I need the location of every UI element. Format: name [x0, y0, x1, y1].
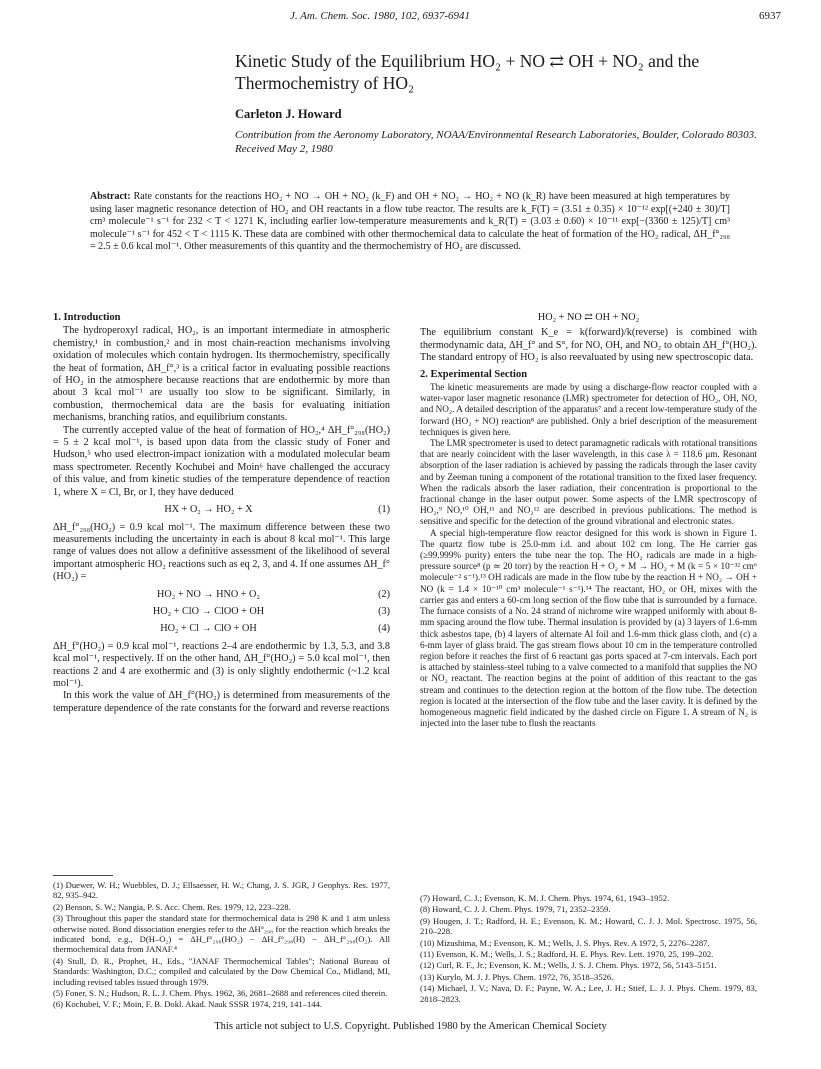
- abstract-text: Rate constants for the reactions HO₂ + NO → OH + NO₂ (k_F) and OH + NO₂ → HO₂ + NO (k_R) have been measured at high temperatures by using laser magnetic resonance detection of HO₂ and OH reactants in a flow tube reactor. The results are k_F(T) = (3.51 ± 0.35) × 10⁻¹² exp[(+240 ± 30)/T] cm³ molecule⁻¹ s⁻¹ for 232 < T < 1271 K, including earlier low-temperature measurements and k_R(T) = (3.03 ± 0.60) × 10⁻¹¹ exp[−(3360 ± 125)/T] cm³ molecule⁻¹ s⁻¹ for 452 < T < 1115 K. These data are combined with other thermochemical data to calculate the heat of formation of the HO₂ radical, ΔH_f°₂₉₈ = 2.5 ± 0.6 kcal mol⁻¹. Other measurements of this quantity and the thermochemistry of HO₂ are discussed.: [90, 191, 730, 253]
- equilibrium-equation: HO₂ + NO ⇄ OH + NO₂: [537, 312, 640, 323]
- page-number: 6937: [759, 10, 781, 22]
- equation-2: [53, 589, 390, 601]
- footnote: (7) Howard, C. J.; Evenson, K. M. J. Chem. Phys. 1974, 61, 1943–1952.: [420, 893, 670, 903]
- footnote-divider: [53, 875, 113, 876]
- copyright-footer: This article not subject to U.S. Copyright. Published 1980 by the American Chemical Society: [214, 1021, 607, 1032]
- running-head: J. Am. Chem. Soc. 1980, 102, 6937-6941: [290, 10, 471, 22]
- footnote: (9) Hougen, J. T.; Radford, H. E.; Evenson, K. M.; Howard, C. J. J. Mol. Spectrosc. 1975, 56, 210–228.: [420, 915, 757, 937]
- footnote: (1) Duewer, W. H.; Wuebbles, D. J.; Ellsaesser, H. W.; Chang, J. S. JGR, J Geophys. Res. 1977, 82, 935–942.: [53, 880, 390, 901]
- footnote: (12) Curl, R. F., Jr.; Evenson, K. M.; Wells, J. S. J. Chem. Phys. 1972, 56, 5143–5151.: [420, 960, 717, 971]
- author-name: Carleton J. Howard: [235, 107, 342, 121]
- footnote: (11) Evenson, K. M.; Wells, J. S.; Radford, H. E. Phys. Rev. Lett. 1970, 25, 199–202.: [420, 949, 714, 960]
- experimental-paragraph-3: A special high-temperature flow reactor designed for this work is shown in Figure 1. The quartz flow tube is 25.0-mm i.d. and about 102 cm long. The He carrier gas (≥99.999% purity) enters the tube near the top. The HO₂ radicals are made in a high-pressure source⁸ (p ≃ 20 torr) by the reaction H + O₂ + M → HO₂ + M (k = 5 × 10⁻³² cm⁶ molecule⁻² s⁻¹).¹³ OH radicals are made in the flow tube by the reaction H + NO₂ → OH + NO (k = 1.4 × 10⁻¹⁰ cm³ molecule⁻¹ s⁻¹).¹⁴ The reactant, HO₂ or OH, mixes with the carrier gas and enters a 60-cm long section of the flow tube that is surrounded by a furnace. The furnace consists of a No. 24 strand of nichrome wire wrapped uniformly with about 8-mm spacing around the flow tube. Thermal insulation is provided by (a) 3 layers of 1.6-mm thick asbestos tape, (b) 4 layers of alternate Al foil and 1.6-mm thick glass cloth, and (c) a 6-mm layer of glass braid. The gas stream flows about 10 cm in the temperature controlled region before it reaches the first of 6 reactant gas ports spaced at 7-cm intervals. Each port is attached by stainless-steel tubing to a valve connected to a manifold that supplies the NO or NO₂ reactant. The reaction begins at the point of addition of this reactant to the gas stream and continues to the detection region at the bottom of the flow tube. The detection region is located at the intersection of the flow tube and the laser cavity. It is defined by the homogeneous magnetic field indicated by the dashed circle on Figure 1. A stream of N₂ is injected into the laser tube to flush the reactants: [420, 527, 757, 729]
- equation-4: [53, 623, 390, 635]
- footnote: (3) Throughout this paper the standard state for thermochemical data is 298 K and 1 atm unless otherwise noted. Bond dissociation energies refer to the ΔH°₂₉₈ for the reaction which breaks the indicated bond, e.g., D(H–O₂) = ΔH_f°₂₉₈(HO₂) − ΔH_f°₂₉₈(H) − ΔH_f°₂₉₈(O₂). All thermochemical data from JANAF.⁴: [53, 913, 390, 955]
- section-heading-experimental: 2. Experimental Section: [420, 368, 528, 380]
- footnote: (10) Mizushima, M.; Evenson, K. M.; Wells, J. S. Phys. Rev. A 1972, 5, 2276–2287.: [420, 937, 710, 948]
- intro-paragraph-1: The hydroperoxyl radical, HO₂, is an important intermediate in atmospheric chemistry,¹ in combustion,² and in most chain-reaction mechanisms involving oxidation of molecules which contain hydrogen. Its thermochemistry, specifically the heat of formation, ΔH_f°,³ is a critical factor in evaluating possible reactions of HO₂ in the atmosphere because reactions that are endothermic by more than about 3 kcal mol⁻¹ are usually too slow to be significant. Similarly, in combustion, thermochemical data are the basis for evaluating initiation mechanisms, branching ratios, and equilibrium constants.: [53, 325, 390, 424]
- equation-2-number: (2): [378, 588, 390, 600]
- footnotes-left: [53, 875, 390, 1011]
- author-affiliation: Contribution from the Aeronomy Laboratory, NOAA/Environmental Research Laboratories, Boulder, Colorado 80303. Received May 2, 1980: [235, 129, 757, 155]
- experimental-paragraph-1: The kinetic measurements are made by using a discharge-flow reactor coupled with a water-vapor laser magnetic resonance (LMR) spectrometer for detection of HO₂, OH, NO, and NO₂. A detailed description of the apparatus⁷ and a recent low-temperature study of the forward (HO₂ + NO) reaction⁸ are published. Only a brief description of the measurement techniques is given here.: [420, 382, 757, 437]
- equation-3: [53, 606, 390, 618]
- equation-3-text: HO₂ + ClO → ClOO + OH: [152, 605, 265, 617]
- equation-1-number: (1): [378, 504, 390, 516]
- section-heading-introduction: 1. Introduction: [53, 312, 121, 323]
- equation-1-text: HX + O₂ → HO₂ + X: [164, 504, 253, 516]
- left-column: [53, 312, 390, 715]
- abstract-label: Abstract:: [90, 191, 131, 202]
- intro-paragraph-5: In this work the value of ΔH_f°(HO₂) is determined from measurements of the temperature dependence of the rate constants for the forward and reverse reactions: [53, 690, 390, 714]
- footnote-list-left: [53, 880, 390, 1010]
- experimental-paragraph-2: The LMR spectrometer is used to detect paramagnetic radicals with rotational transitions that are nearly coincident with the laser wavelength, in this case λ = 118.6 μm. Resonant absorption of the laser radiation is achieved by passing the radicals through the laser cavity and by Zeeman tuning a component of the rotational transition to the fixed laser frequency. When the radicals absorb the laser radiation, their concentration is proportional to the fractional change in the laser output power. Some aspects of the LMR spectroscopy of HO₂,⁹ NO,¹⁰ OH,¹¹ and NO₂¹² are described in previous publications. The method is sensitive and specific for the detection of the ground vibrational and electronic states.: [420, 438, 757, 527]
- footnote: (14) Michael, J. V.; Nava, D. F.; Payne, W. A.; Lee, J. H.; Stief, L. J. J. Phys. Chem. 1979, 83, 2818–2823.: [420, 983, 757, 1004]
- equation-3-number: (3): [378, 605, 390, 617]
- footnote: (13) Kurylo, M. J. J. Phys. Chem. 1972, 76, 3518–3526.: [420, 971, 614, 982]
- footnote: (2) Benson, S. W.; Nangia, P. S. Acc. Chem. Res. 1979, 12, 223–228.: [53, 901, 291, 912]
- equilibrium-paragraph: The equilibrium constant K_e = k(forward)/k(reverse) is combined with thermodynamic data, ΔH_f° and S°, for NO, OH, and NO₂ to obtain ΔH_f°(HO₂). The standard entropy of HO₂ is also reevaluated by using new spectroscopic data.: [420, 327, 757, 364]
- equation-4-number: (4): [378, 623, 390, 635]
- equation-1: [53, 504, 390, 516]
- right-column: [420, 312, 757, 729]
- footnote: (5) Foner, S. N.; Hudson, R. L. J. Chem. Phys. 1962, 36, 2681–2688 and references cited therein.: [53, 988, 388, 999]
- abstract: [90, 191, 730, 254]
- footnote: (6) Kochubei, V. F.; Moin, F. B. Dokl. Akad. Nauk SSSR 1974, 219, 141–144.: [53, 999, 323, 1010]
- intro-paragraph-4: ΔH_f°(HO₂) = 0.9 kcal mol⁻¹, reactions 2–4 are endothermic by 1.3, 5.3, and 3.8 kcal mol⁻¹, respectively. If on the other hand, ΔH_f°(HO₂) = 5.0 kcal mol⁻¹, then reactions 2 and 4 are exothermic and (3) is only slightly endothermic (~1.2 kcal mol⁻¹).: [53, 640, 390, 689]
- article-title: Kinetic Study of the Equilibrium HO₂ + NO ⇄ OH + NO₂ and the Thermochemistry of HO₂: [235, 51, 700, 93]
- footnote-list-right: [420, 893, 757, 1004]
- intro-paragraph-3: ΔH_f°₂₉₈(HO₂) = 0.9 kcal mol⁻¹. The maximum difference between these two measurements including the uncertainty in each is about 8 kcal mol⁻¹. This large range of values does not allow a definitive assessment of the likelihood of several important atmospheric HO₂ reactions such as eq 2, 3, and 4. If one assumes ΔH_f°(HO₂) =: [53, 521, 390, 583]
- footnote: (4) Stull, D. R., Prophet, H., Eds., "JANAF Thermochemical Tables"; National Bureau of Standards: Washington, D.C.; compiled and calculated by the Dow Chemical Co., Midland, MI, including revised tables issued through 1979.: [53, 955, 390, 987]
- footnotes-right: [420, 893, 757, 1005]
- intro-paragraph-2: The currently accepted value of the heat of formation of HO₂,⁴ ΔH_f°₂₉₈(HO₂) = 5 ± 2 kcal mol⁻¹, is based upon data from the classic study of Foner and Hudson,⁵ who used electron-impact ionization with a modulated molecular beam mass spectrometer. Recently Kochubei and Moin⁶ have challenged the accuracy of this value, and from kinetic studies of the temperature dependence of reaction 1, where X = Cl, Br, or I, they have deduced: [53, 424, 390, 498]
- equation-2-text: HO₂ + NO → HNO + O₂: [157, 588, 260, 600]
- equation-4-text: HO₂ + Cl → ClO + OH: [160, 623, 257, 635]
- footnote: (8) Howard, C. J. J. Chem. Phys. 1979, 71, 2352–2359.: [420, 904, 611, 915]
